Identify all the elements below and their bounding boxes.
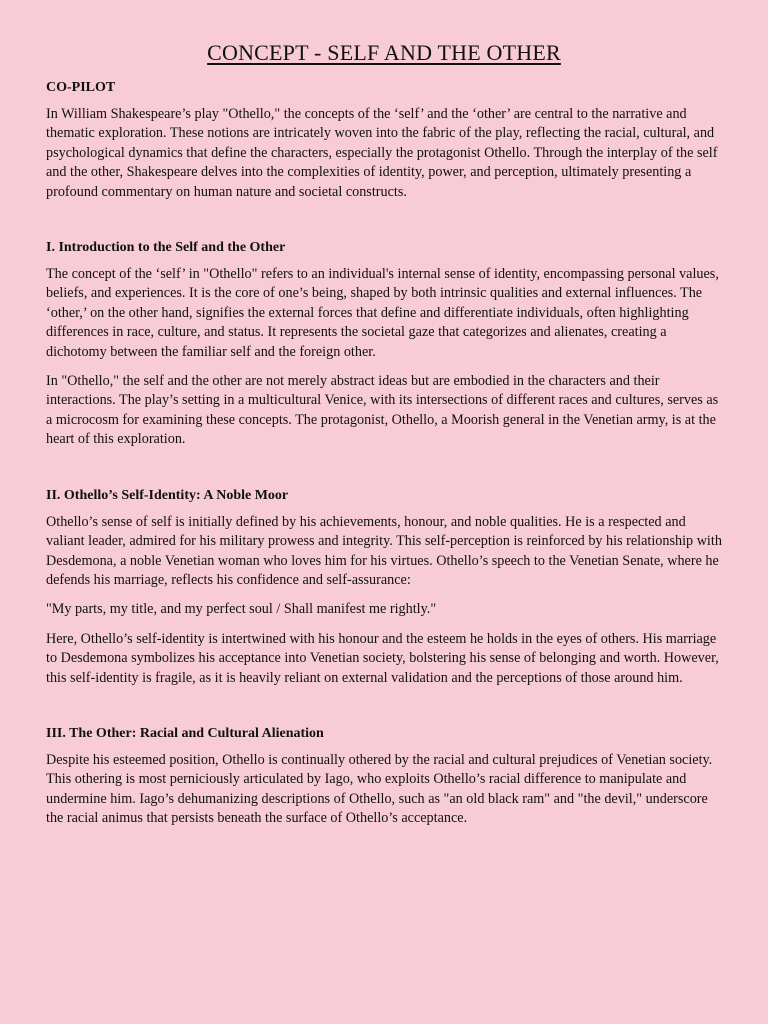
section-introduction bbox=[46, 240, 722, 450]
section-paragraph: The concept of the ‘self’ in "Othello" refers to an individual's internal sense of identity, encompassing personal values, beliefs, and experiences. It is the core of one’s being, shaped by both intrinsic qualities and external influences. The ‘other,’ on the other hand, signifies the external forces that define and differentiate individuals, often highlighting differences in race, culture, and status. It represents the societal gaze that categorizes and alienates, creating a dichotomy between the familiar self and the foreign other. bbox=[46, 266, 719, 360]
section-heading: I. Introduction to the Self and the Other bbox=[46, 240, 286, 256]
quote-paragraph: "My parts, my title, and my perfect soul / Shall manifest me rightly." bbox=[46, 601, 437, 618]
section-spacer bbox=[46, 698, 722, 726]
section-heading: III. The Other: Racial and Cultural Alienation bbox=[46, 725, 324, 741]
intro-paragraph: In William Shakespeare’s play "Othello," the concepts of the ‘self’ and the ‘other’ are central to the narrative and thematic exploration. These notions are intricately woven into the fabric of the play, reflecting the racial, cultural, and psychological dynamics that define the characters, especially the protagonist Othello. Through the interplay of the self and the other, Shakespeare delves into the complexities of identity, power, and perception, ultimately presenting a profound commentary on human nature and societal constructs. bbox=[46, 106, 718, 200]
section-paragraph: Here, Othello’s self-identity is intertwined with his honour and the esteem he holds in the eyes of others. His marriage to Desdemona symbolizes his acceptance into Venetian society, bolstering his sense of belonging and worth. However, this self-identity is fragile, as it is heavily reliant on external validation and the perceptions of those around him. bbox=[46, 630, 719, 686]
section-paragraph: In "Othello," the self and the other are not merely abstract ideas but are embodied in the characters and their interactions. The play’s setting in a multicultural Venice, with its intersections of different races and cultures, serves as a microcosm for examining these concepts. The protagonist, Othello, a Moorish general in the Venetian army, is at the heart of this exploration. bbox=[46, 373, 719, 448]
section-heading: II. Othello’s Self-Identity: A Noble Moor bbox=[46, 487, 289, 503]
section-paragraph: Othello’s sense of self is initially defined by his achievements, honour, and noble qualities. He is a respected and valiant leader, admired for his military prowess and integrity. This self-perception is reinforced by his relationship with Desdemona, a noble Venetian woman who loves him for his virtues. Othello’s speech to the Venetian Senate, where he defends his marriage, reflects his confidence and self-assurance: bbox=[46, 513, 722, 588]
author-label: CO-PILOT bbox=[46, 80, 116, 95]
section-spacer bbox=[46, 460, 722, 488]
section-paragraph: Despite his esteemed position, Othello is continually othered by the racial and cultural prejudices of Venetian society. This othering is most perniciously articulated by Iago, who exploits Othello’s racial difference to manipulate and undermine him. Iago’s dehumanizing descriptions of Othello, such as "an old black ram" and "the devil," underscore the racial animus that persists beneath the surface of Othello’s acceptance. bbox=[46, 751, 713, 827]
section-spacer bbox=[46, 212, 722, 240]
page-title: CONCEPT - SELF AND THE OTHER bbox=[207, 40, 561, 65]
section-the-other bbox=[46, 726, 722, 829]
section-self-identity bbox=[46, 488, 722, 688]
